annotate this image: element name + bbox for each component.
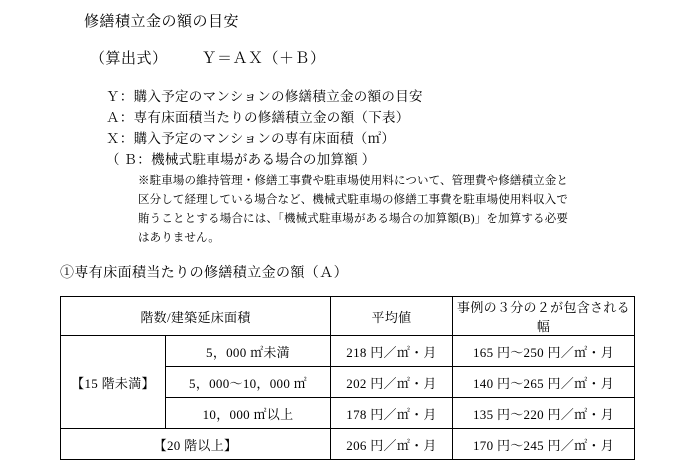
footnote-text: ※駐車場の維持管理・修繕工事費や駐車場使用料について、管理費や修繕積立金と区分して経理している場合など、機械式駐車場の修繕工事費を駐車場使用料収入で賄うこととする場合には、「機械式駐車場がある場合の加算額(B)」を加算する必要はありません。 (138, 175, 568, 244)
table-cell-range: 5，000～10，000 ㎡ (166, 367, 331, 398)
definition-item-y: Ｙ：購入予定のマンションの修繕積立金の額の目安 (106, 89, 423, 104)
table-row (61, 336, 635, 367)
definition-item-x: Ｘ：購入予定のマンションの専有床面積（㎡） (106, 131, 396, 146)
table-header-cell-average: 平均値 (331, 297, 453, 336)
reserve-fund-table (60, 296, 635, 460)
section-title: ①専有床面積当たりの修繕積立金の額（Ａ） (60, 266, 348, 281)
formula-expression: Ｙ＝ＡＸ（＋Ｂ） (201, 51, 326, 67)
table-cell-average: 218 円／㎡・月 (331, 336, 453, 367)
table-cell-range: 5，000 ㎡未満 (166, 336, 331, 367)
table-row (61, 429, 635, 460)
definition-item-a: Ａ：専有床面積当たりの修繕積立金の額（下表） (106, 110, 410, 125)
table-cell-range: 10，000 ㎡以上 (166, 398, 331, 429)
table-cell-average: 206 円／㎡・月 (331, 429, 453, 460)
definition-list (106, 86, 423, 170)
table-cell-group-under15: 【15 階未満】 (61, 336, 166, 429)
table-header-row (61, 297, 635, 336)
definition-item-b: （ Ｂ：機械式駐車場がある場合の加算額 ） (106, 152, 376, 167)
page-title: 修繕積立金の額の目安 (84, 14, 240, 30)
table-cell-group-over20: 【20 階以上】 (61, 429, 331, 460)
formula-line (90, 47, 326, 68)
table-cell-average: 202 円／㎡・月 (331, 367, 453, 398)
table-cell-average: 178 円／㎡・月 (331, 398, 453, 429)
table-cell-band: 135 円～220 円／㎡・月 (453, 398, 635, 429)
table-header-cell-floors: 階数/建築延床面積 (61, 297, 331, 336)
formula-label: （算出式） (90, 51, 168, 67)
table-cell-band: 140 円～265 円／㎡・月 (453, 367, 635, 398)
table-cell-band: 170 円～245 円／㎡・月 (453, 429, 635, 460)
table-header-cell-band: 事例の３分の２が包含される幅 (453, 297, 635, 336)
table-cell-band: 165 円～250 円／㎡・月 (453, 336, 635, 367)
